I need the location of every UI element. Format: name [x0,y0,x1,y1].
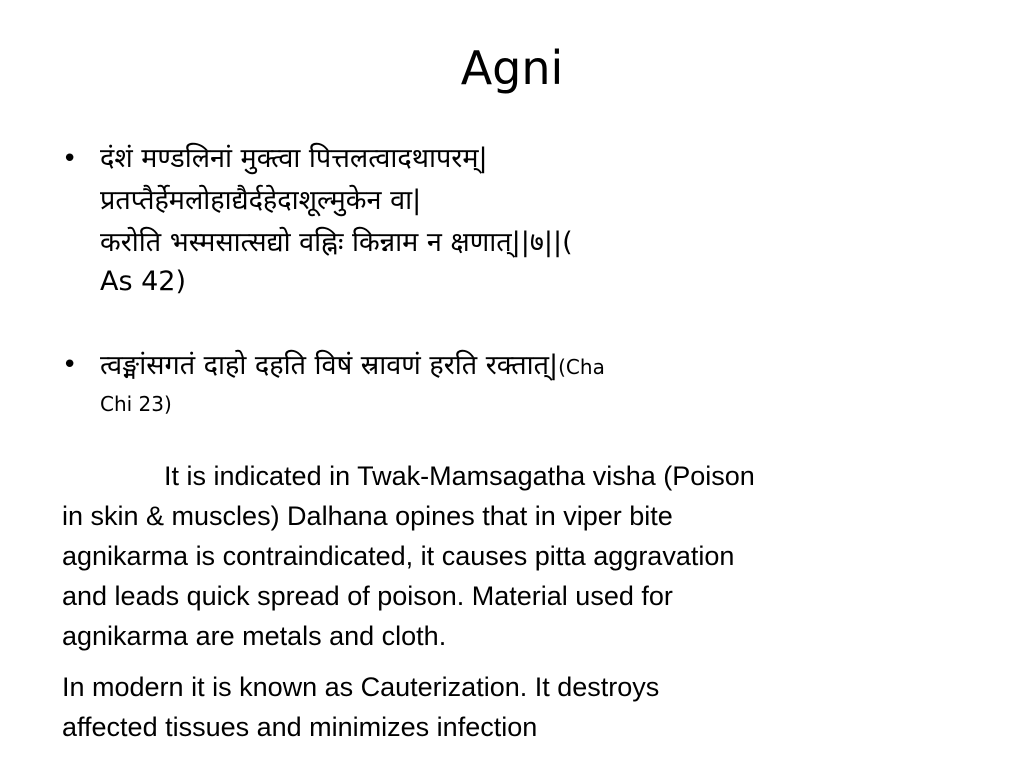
bullet-marker: • [62,144,78,174]
sanskrit-line: प्रतप्तैर्हेमलोहाद्यैर्दहेदाशूल्मुकेन वा| [100,185,422,216]
slide-title: Agni [460,41,564,95]
sanskrit-text: त्वङ्मांसगतं दाहो दहति विषं स्रावणं हरति रक्तात्| [100,350,559,381]
body-paragraph [62,667,952,747]
paragraph-line: agnikarma are metals and cloth. [62,621,447,651]
paragraph-line: In modern it is known as Cauterization. It destroys [62,672,660,702]
body-paragraph [62,456,952,656]
sanskrit-line: करोति भस्मसात्सद्यो वह्निः किन्नाम न क्षणात्||७||( [100,227,573,258]
paragraph-line: affected tissues and minimizes infection [62,712,538,742]
sanskrit-line [100,344,972,389]
reference-text: As 42) [100,266,187,297]
bullet-item-sloka [62,138,972,300]
paragraph-line: agnikarma is contraindicated, it causes pitta aggravation [62,541,735,571]
reference-text: (Cha [558,355,605,379]
paragraph-line: and leads quick spread of poison. Material used for [62,581,673,611]
bullet-marker: • [62,350,78,380]
reference-text: Chi 23) [100,392,172,416]
bullet-list [62,138,972,419]
sanskrit-line: दंशं मण्डलिनां मुक्त्वा पित्तलत्वादथापरम्| [100,143,488,174]
paragraph-line: It is indicated in Twak-Mamsagatha visha (Poison [164,461,755,491]
bullet-item-charaka [62,344,972,419]
paragraph-line: in skin & muscles) Dalhana opines that in viper bite [62,501,673,531]
